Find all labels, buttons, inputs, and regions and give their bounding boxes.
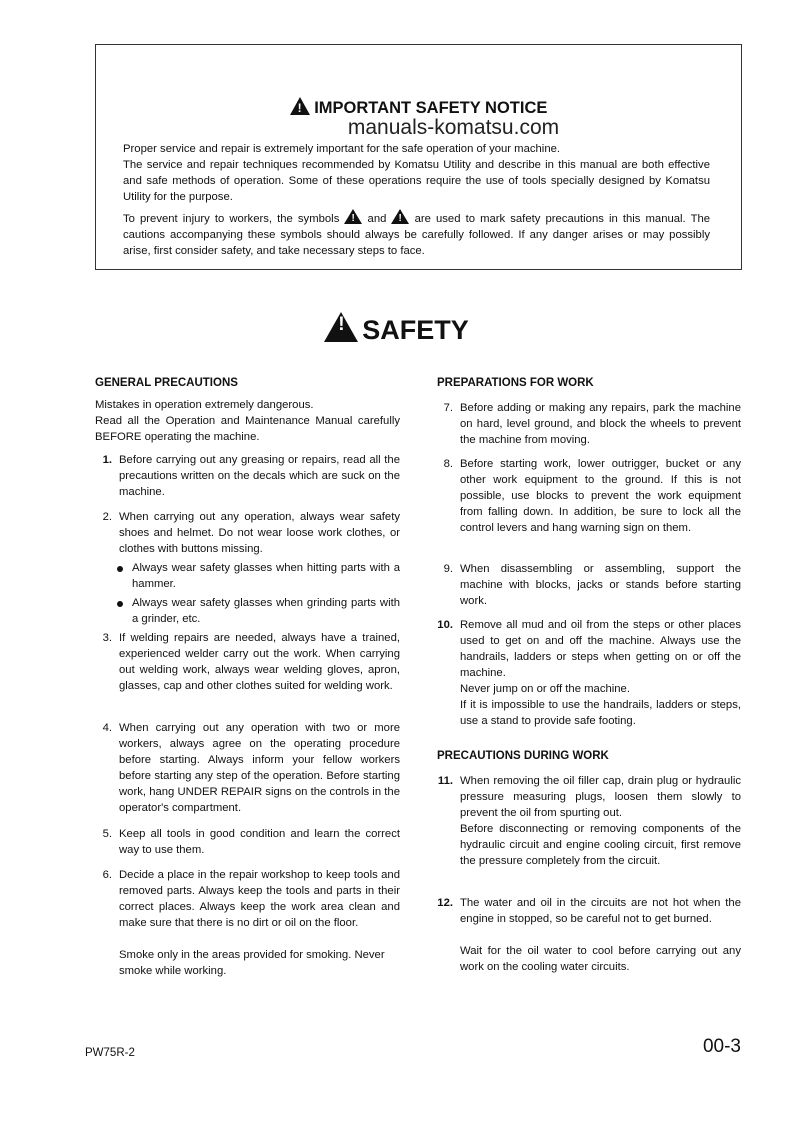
bullet-icon [117, 566, 123, 572]
notice-title-text: IMPORTANT SAFETY NOTICE [314, 99, 548, 117]
notice-p3 [123, 209, 710, 259]
warning-triangle-icon [344, 209, 362, 224]
bullet-item: Always wear safety glasses when grinding parts with a grinder, etc. [132, 597, 400, 625]
warning-triangle-icon [290, 97, 310, 115]
item-number: 10. [437, 619, 453, 631]
item-number: 4. [102, 722, 112, 734]
notice-p3-c: are used to mark safety precautions in this manual. The cautions accompanying these symbols should always be carefully followed. If any danger arises or may possibly arise, first consider safety, and take necessary steps to face. [123, 213, 711, 257]
list-item: Before starting work, lower outrigger, bucket or any other work equipment to the ground. If this is not possible, use blocks to prevent the work equipment from falling down. In addition, be sure to lock all the control levers and hang warning sign on them. [460, 458, 741, 534]
list-item-extra: Wait for the oil water to cool before carrying out any work on the cooling water circuits. [460, 945, 741, 973]
watermark: manuals-komatsu.com [347, 116, 560, 139]
bullet-icon [117, 601, 123, 607]
list-item: Before carrying out any greasing or repairs, read all the precautions written on the decals which are suck on the machine. [119, 454, 400, 498]
list-item: Decide a place in the repair workshop to keep tools and removed parts. Always keep the tools and parts in their correct places. Always keep the work area clean and make sure that there is no dirt or oil on the floor. [119, 869, 400, 929]
bullet-item: Always wear safety glasses when hitting parts with a hammer. [132, 562, 400, 590]
safety-notice-box [95, 44, 742, 270]
general-intro1: Mistakes in operation extremely dangerous. [95, 399, 314, 411]
item-number: 2. [102, 511, 112, 523]
notice-title [96, 97, 741, 116]
item-number: 11. [437, 775, 453, 787]
safety-title [0, 312, 793, 345]
page-number: 00-3 [702, 1036, 741, 1057]
danger-symbol-icon [391, 209, 409, 224]
item-number: 1. [102, 454, 112, 466]
list-item: The water and oil in the circuits are not hot when the engine in stopped, so be careful not to get burned. [460, 897, 741, 925]
model-number: PW75R-2 [85, 1047, 135, 1059]
item-number: 3. [102, 632, 112, 644]
item-number: 5. [102, 828, 112, 840]
list-item-extra: Before disconnecting or removing components of the hydraulic circuit and engine cooling circuit, first remove the pressure completely from the circuit. [460, 823, 741, 867]
list-item: When carrying out any operation with two or more workers, always agree on the operating procedure before starting. Always inform your fellow workers before starting any step of the operation. Before starting work, hang UNDER REPAIR signs on the controls in the operator's compartment. [119, 722, 400, 814]
warning-triangle-icon [324, 312, 358, 342]
during-heading: PRECAUTIONS DURING WORK [437, 750, 609, 762]
item-number: 6. [102, 869, 112, 881]
list-item: When removing the oil filler cap, drain plug or hydraulic pressure measuring plugs, loosen them slowly to prevent the oil from spurting out. [460, 775, 741, 819]
list-item: Before adding or making any repairs, park the machine on hard, level ground, and block the wheels to prevent the machine from moving. [460, 402, 741, 446]
list-item-extra: Never jump on or off the machine. [460, 683, 630, 695]
item-number: 9. [443, 563, 453, 575]
list-item: When carrying out any operation, always wear safety shoes and helmet. Do not wear loose work clothes, or clothes with buttons missing. [119, 511, 400, 555]
list-item: If welding repairs are needed, always have a trained, experienced welder carry out the work. When carrying out welding work, always wear welding gloves, apron, glasses, cap and other clothes suited for welding work. [119, 632, 400, 692]
general-intro2: Read all the Operation and Maintenance Manual carefully BEFORE operating the machine. [95, 415, 400, 443]
item-number: 8. [443, 458, 453, 470]
notice-p2: The service and repair techniques recommended by Komatsu Utility and describe in this manual are both effective and safe methods of operation. Some of these operations require the use of tools specially designed by Komatsu Utility for the purpose. [123, 159, 710, 203]
preparations-heading: PREPARATIONS FOR WORK [437, 377, 594, 389]
notice-p3-a: To prevent injury to workers, the symbols [123, 213, 340, 225]
list-item-extra: Smoke only in the areas provided for smoking. Never smoke while working. [119, 949, 385, 977]
notice-p3-b: and [367, 213, 387, 225]
list-item: Remove all mud and oil from the steps or other places used to get on and off the machine. Always use the handrails, ladders or steps when getting on or off the machine. [460, 619, 741, 679]
general-heading: GENERAL PRECAUTIONS [95, 377, 238, 389]
list-item: When disassembling or assembling, support the machine with blocks, jacks or stands before starting work. [460, 563, 741, 607]
item-number: 7. [443, 402, 453, 414]
list-item-extra: If it is impossible to use the handrails, ladders or steps, use a stand to provide safe footing. [460, 699, 741, 727]
item-number: 12. [437, 897, 453, 909]
safety-title-text: SAFETY [362, 315, 469, 345]
list-item: Keep all tools in good condition and learn the correct way to use them. [119, 828, 400, 856]
notice-p1: Proper service and repair is extremely important for the safe operation of your machine. [123, 143, 561, 155]
